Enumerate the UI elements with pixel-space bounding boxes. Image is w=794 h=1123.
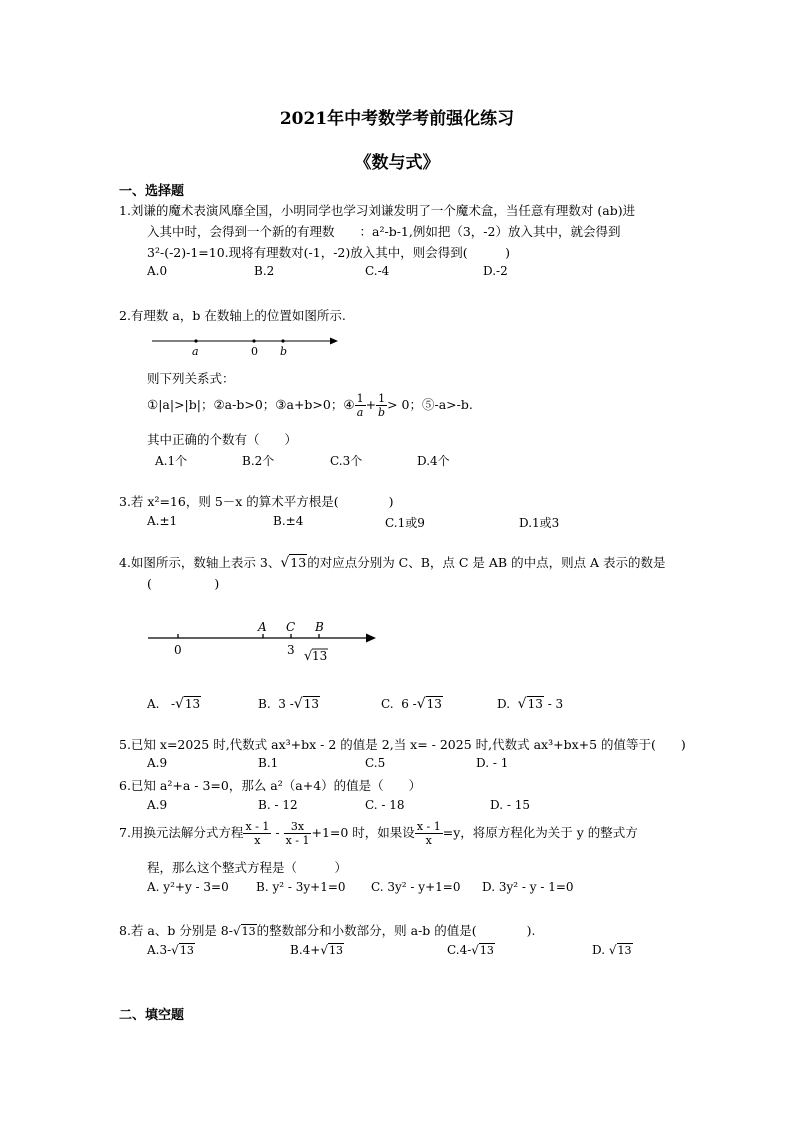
section-heading-fill: 二、填空题: [119, 1008, 185, 1023]
fraction-1-over-a: [355, 392, 366, 419]
q4-option-c: [381, 696, 443, 712]
q1-line3: 3²-(-2)-1=10.现将有理数对(-1，-2)放入其中，则会得到( ): [147, 245, 511, 260]
q7-post: =y，将原方程化为关于 y 的整式方: [442, 825, 638, 840]
q4-line2: ( ): [147, 576, 220, 591]
q4-line1: [119, 553, 666, 571]
q8-option-c: [447, 943, 495, 957]
axis-label-three: 3: [287, 643, 295, 657]
q8-option-d: [592, 943, 633, 957]
q7-line1: [119, 815, 638, 851]
sqrt-icon: √: [304, 649, 313, 664]
axis-label-zero: 0: [251, 345, 258, 358]
option-radicand: 13: [479, 944, 494, 957]
frac-den: x: [254, 834, 261, 847]
fraction-2: [284, 820, 312, 847]
q4-option-b: [258, 696, 320, 712]
frac-den: a: [356, 406, 364, 419]
option-radicand: 13: [184, 697, 201, 711]
q6-option-b: B. - 12: [258, 798, 298, 812]
q1-line2: 入其中时，会得到一个新的有理数 ：a²-b-1,例如把（3，-2）放入其中，就会得到: [147, 224, 621, 239]
fraction-3: [415, 820, 443, 847]
axis-label-A: A: [258, 620, 267, 634]
q1-option-c: C.-4: [365, 264, 390, 278]
q2-number-line: [150, 332, 340, 358]
q4-number-line: [146, 616, 386, 666]
point-zero: [252, 339, 255, 342]
axis-label-B: B: [315, 620, 324, 634]
q1-option-a: A.0: [147, 264, 168, 278]
q7-option-b: B. y² - 3y+1=0: [256, 880, 346, 894]
q7-option-d: D. 3y² - y - 1=0: [482, 880, 574, 894]
q4-option-a: [147, 696, 201, 712]
q2-option-d: D.4个: [417, 454, 450, 468]
option-radicand: 13: [179, 944, 194, 957]
q5-option-d: D. - 1: [476, 756, 509, 770]
q2-option-a: A.1个: [155, 454, 188, 468]
q8-post: 的整数部分和小数部分，则 a-b 的值是( ).: [256, 923, 536, 938]
q4-radicand: 13: [290, 555, 307, 570]
page-title: 2021年中考数学考前强化练习: [279, 109, 515, 129]
minus-sign: -: [275, 825, 280, 840]
frac-num: 1: [376, 392, 387, 406]
option-text: B.4+: [290, 943, 321, 957]
fraction-1: [243, 820, 271, 847]
axis-label-sqrt13: 13: [312, 649, 328, 663]
q7-option-c: C. 3y² - y+1=0: [371, 880, 461, 894]
q1-line1: 1.刘谦的魔术表演风靡全国，小明同学也学习刘谦发明了一个魔术盒，当任意有理数对 (ab)进: [119, 203, 636, 218]
q7-mid: +1=0 时，如果设: [311, 825, 415, 840]
frac-num: 3x: [284, 820, 312, 834]
plus-sign: +: [365, 397, 377, 412]
q4-line1-part2: 的对应点分别为 C、B，点 C 是 AB 的中点，则点 A 表示的数是: [307, 555, 666, 570]
frac-num: x - 1: [416, 820, 441, 833]
option-radicand: 13: [328, 944, 343, 957]
option-letter: B.: [258, 697, 271, 711]
sqrt-icon: √: [320, 943, 328, 957]
q2-option-b: B.2个: [242, 454, 275, 468]
option-pre: 6 -: [401, 697, 417, 711]
sqrt-icon: √: [416, 696, 426, 712]
q2-option-c: C.3个: [330, 454, 363, 468]
frac-den: x: [425, 834, 432, 847]
option-text: A.3-: [147, 943, 172, 957]
q3-line1: 3.若 x²=16，则 5－x 的算术平方根是( ): [119, 494, 394, 509]
axis-label-a: a: [192, 345, 199, 358]
option-text: C.4-: [447, 943, 472, 957]
q2-line2: 则下列关系式：: [147, 371, 235, 386]
axis-label-b: b: [280, 345, 288, 358]
q7-option-a: A. y²+y - 3=0: [147, 880, 229, 894]
option-radicand: 13: [527, 697, 543, 711]
section-heading-choice: 一、选择题: [119, 184, 185, 199]
q3-option-c: C.1或9: [385, 516, 425, 530]
axis-label-zero: 0: [174, 643, 182, 657]
q8-option-b: [290, 943, 344, 957]
option-letter: A.: [147, 697, 160, 711]
q2-line3: 其中正确的个数有（ ）: [147, 432, 298, 447]
q6-option-d: D. - 15: [490, 798, 530, 812]
fraction-1-over-b: [376, 392, 387, 419]
axis-label-C: C: [286, 620, 296, 634]
q2-relations-a: ①|a|>|b|；②a-b>0；③a+b>0；④: [147, 397, 355, 412]
q6-line1: 6.已知 a²+a - 3=0，那么 a²（a+4）的值是（ ）: [119, 778, 422, 793]
sqrt-icon: √: [171, 943, 179, 957]
option-radicand: 13: [426, 697, 442, 711]
sqrt-icon: √: [232, 924, 241, 938]
frac-num: 1: [356, 392, 364, 405]
q3-option-a: A.±1: [147, 514, 178, 528]
option-pre: 3 -: [278, 697, 294, 711]
option-post: - 3: [547, 697, 564, 711]
q6-option-a: A.9: [147, 798, 168, 812]
q7-pre: 7.用换元法解分式方程: [119, 825, 244, 840]
point-b: [281, 339, 284, 342]
q6-option-c: C. - 18: [365, 798, 405, 812]
q3-option-d: D.1或3: [519, 516, 560, 530]
q5-line1: 5.已知 x=2025 时,代数式 ax³+bx - 2 的值是 2,当 x= - 2025 时,代数式 ax³+bx+5 的值等于( ): [119, 737, 686, 752]
q8-radicand: 13: [241, 925, 256, 938]
frac-num: x - 1: [245, 820, 270, 833]
point-a: [194, 339, 197, 342]
option-pre: -: [170, 697, 175, 711]
sqrt-icon: √: [608, 943, 617, 957]
q2-relations: [147, 388, 473, 422]
sqrt-icon: √: [280, 555, 290, 571]
option-letter: C.: [381, 697, 394, 711]
sqrt-icon: √: [293, 696, 303, 712]
option-radicand: 13: [617, 944, 632, 957]
q2-relations-b: > 0；⑤-a>-b.: [387, 397, 473, 412]
q7-line2: 程，那么这个整式方程是（ ）: [147, 860, 348, 875]
q8-line1: [119, 921, 536, 939]
q4-option-d: [497, 696, 563, 712]
page-subtitle: 《数与式》: [354, 153, 440, 173]
sqrt-icon: √: [471, 943, 479, 957]
q5-option-c: C.5: [365, 756, 386, 770]
q8-pre: 8.若 a、b 分别是 8-: [119, 923, 233, 938]
q8-option-a: [147, 943, 195, 957]
frac-den: b: [378, 406, 386, 419]
frac-den: x - 1: [285, 834, 310, 847]
option-text: D.: [592, 943, 606, 957]
option-radicand: 13: [303, 697, 319, 711]
q5-option-a: A.9: [147, 756, 168, 770]
sqrt-icon: √: [175, 696, 184, 712]
q2-line1: 2.有理数 a，b 在数轴上的位置如图所示.: [119, 308, 346, 323]
q5-option-b: B.1: [258, 756, 279, 770]
q1-option-d: D.-2: [483, 264, 508, 278]
q3-option-b: B.±4: [273, 514, 304, 528]
sqrt-icon: √: [517, 696, 527, 712]
q1-option-b: B.2: [254, 264, 275, 278]
q4-line1-part1: 4.如图所示，数轴上表示 3、: [119, 555, 281, 570]
option-letter: D.: [497, 697, 511, 711]
